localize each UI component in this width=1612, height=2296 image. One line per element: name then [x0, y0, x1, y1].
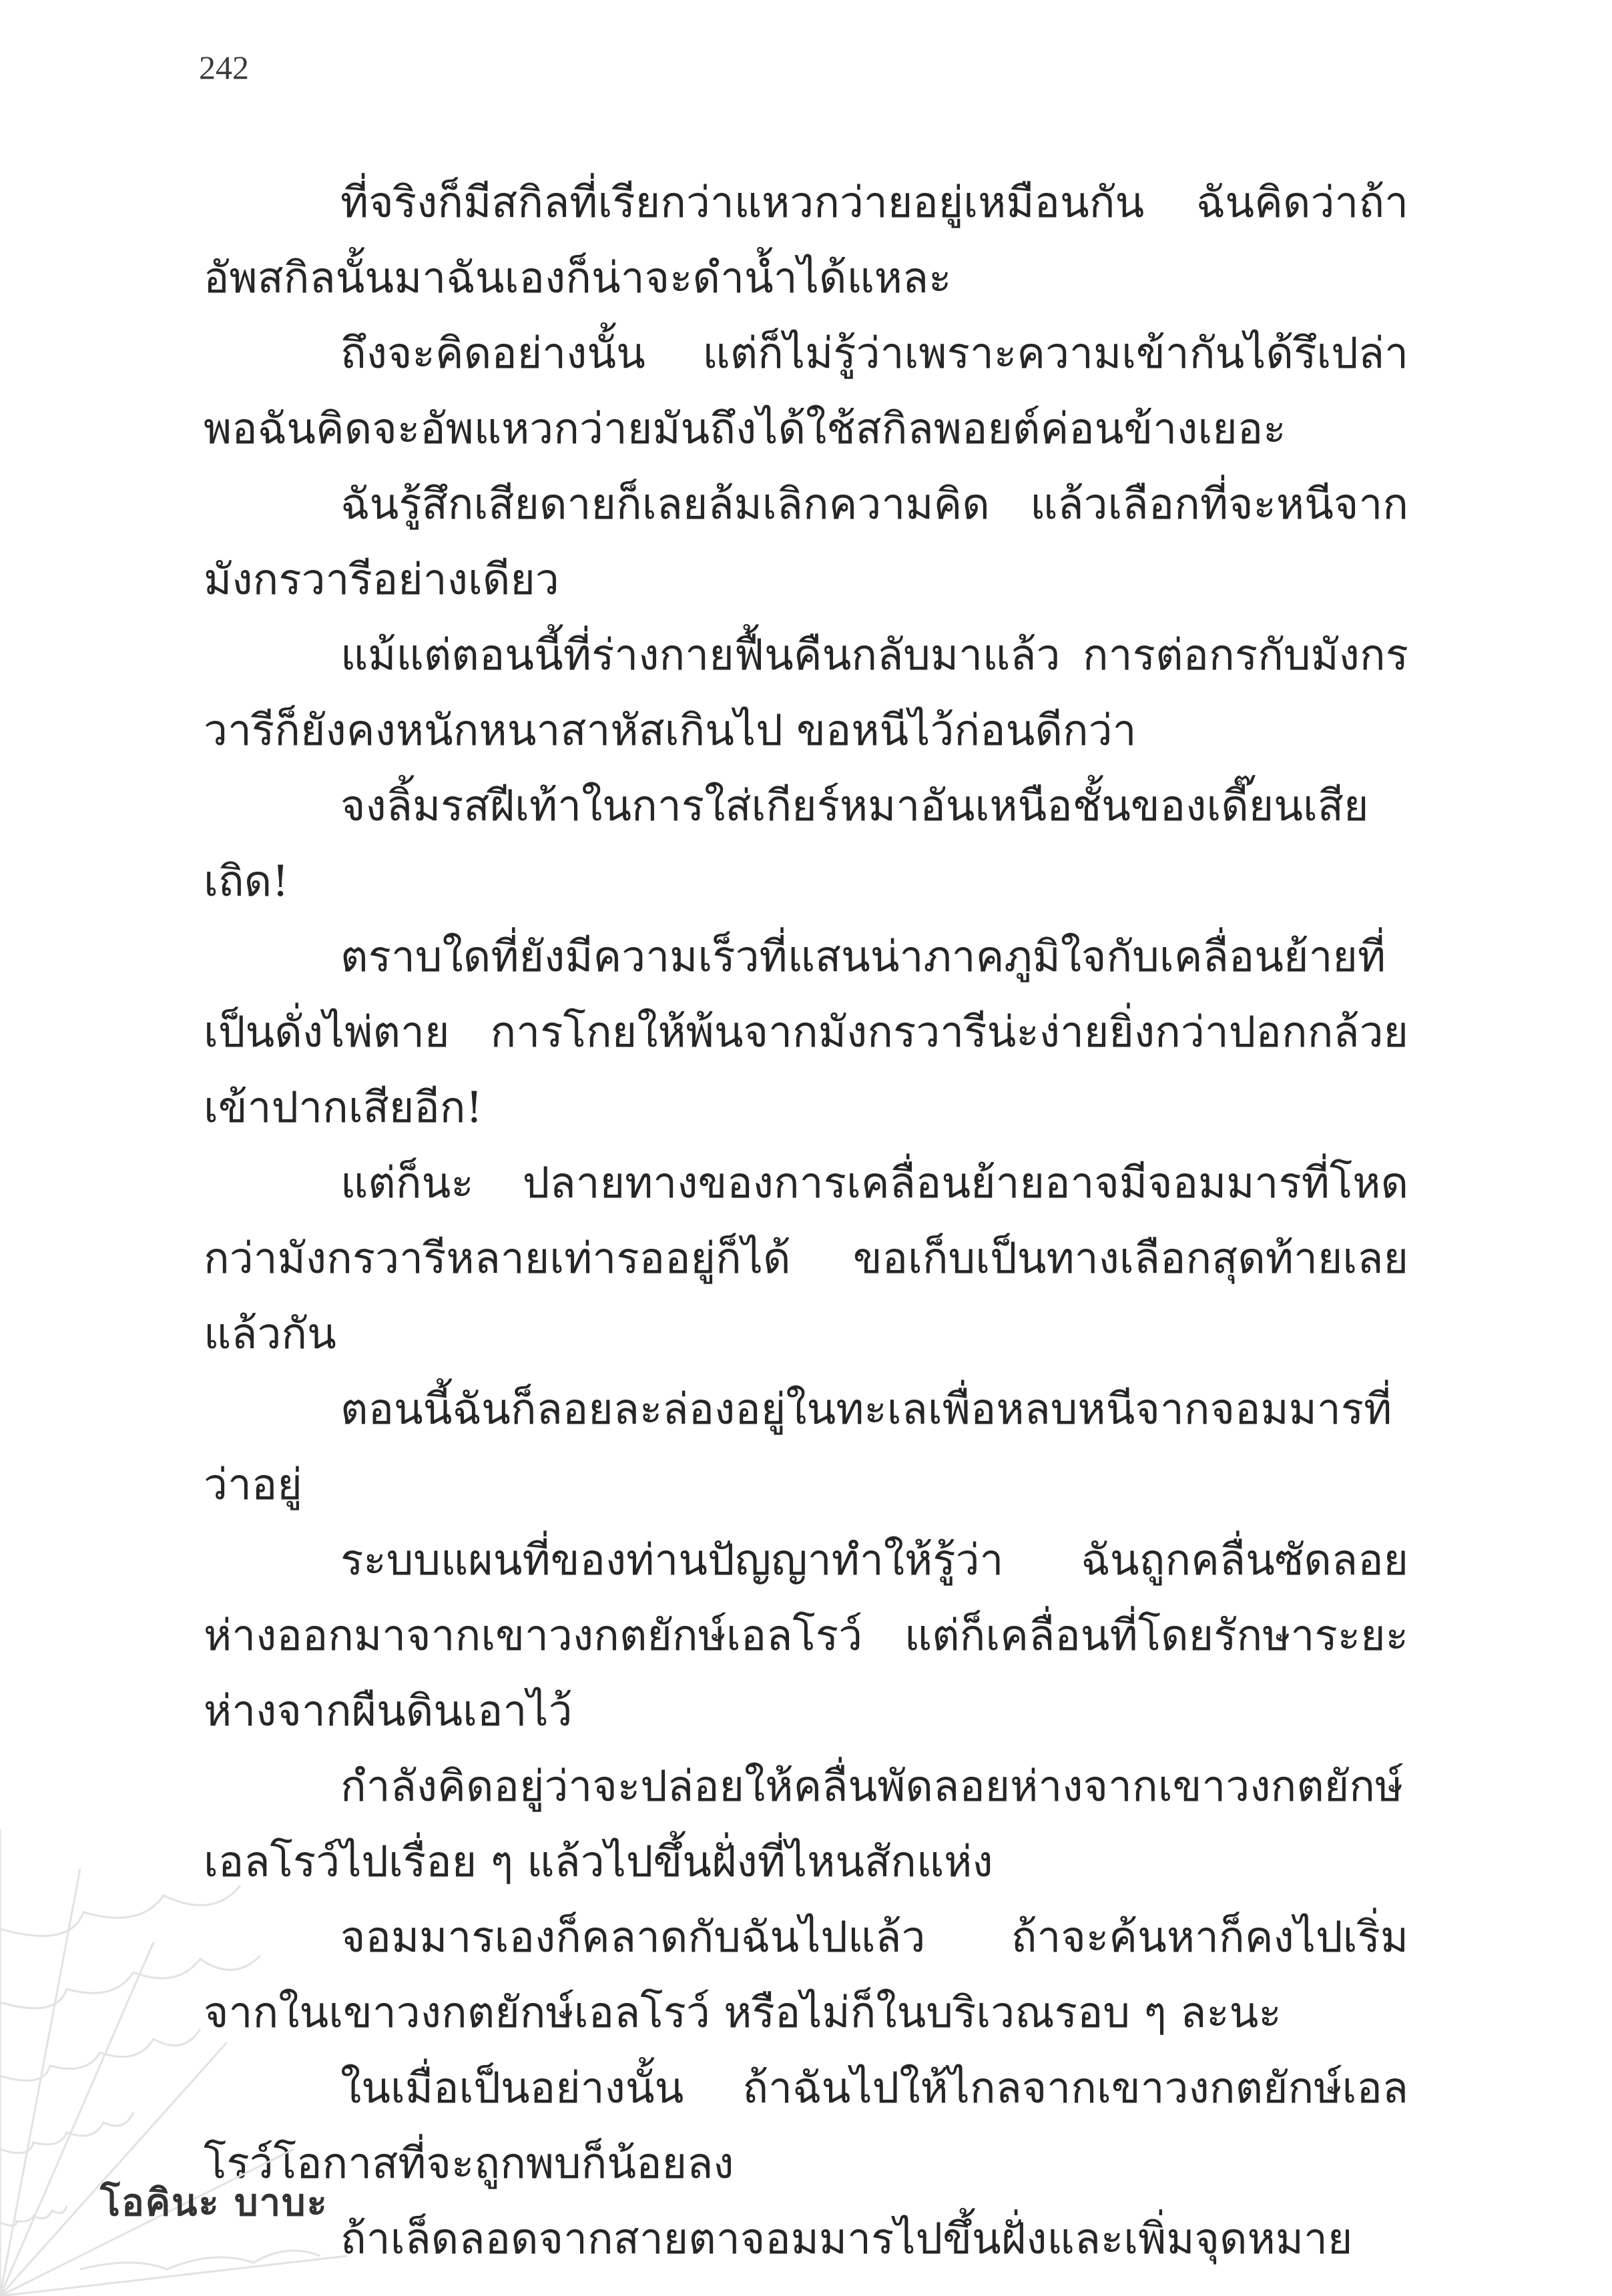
paragraph: ตราบใดที่ยังมีความเร็วที่แสนน่าภาคภูมิใจกับเคลื่อนย้ายที่เป็นดั่งไพ่ตาย การโกยให้พ้นจากมังกรวารีน่ะง่ายยิ่งกว่าปอกกล้วยเข้าปากเสียอีก!	[204, 932, 1408, 1133]
paragraph: จงลิ้มรสฝีเท้าในการใส่เกียร์หมาอันเหนือชั้นของเดี๊ยนเสียเถิด!	[204, 782, 1369, 906]
paragraph: แม้แต่ตอนนี้ที่ร่างกายฟื้นคืนกลับมาแล้ว การต่อกรกับมังกรวารีก็ยังคงหนักหนาสาหัสเกินไป ขอหนีไว้ก่อนดีกว่า	[204, 631, 1408, 756]
footer-author: โอคินะ บาบะ	[100, 2181, 328, 2225]
paragraph: แต่ก็นะ ปลายทางของการเคลื่อนย้ายอาจมีจอมมารที่โหดกว่ามังกรวารีหลายเท่ารออยู่ก็ได้ ขอเก็บเป็นทางเลือกสุดท้ายเลยแล้วกัน	[204, 1159, 1408, 1359]
page-number: 242	[199, 49, 249, 86]
body-text	[204, 166, 1408, 2277]
paragraph: ที่จริงก็มีสกิลที่เรียกว่าแหวกว่ายอยู่เหมือนกัน ฉันคิดว่าถ้าอัพสกิลนั้นมาฉันเองก็น่าจะดำน้ำได้แหละ	[204, 178, 1408, 303]
paragraph: ในเมื่อเป็นอย่างนั้น ถ้าฉันไปให้ไกลจากเขาวงกตยักษ์เอลโรว์โอกาสที่จะถูกพบก็น้อยลง	[204, 2064, 1408, 2189]
paragraph: ระบบแผนที่ของท่านปัญญาทำให้รู้ว่า ฉันถูกคลื่นซัดลอยห่างออกมาจากเขาวงกตยักษ์เอลโรว์ แต่ก็เคลื่อนที่โดยรักษาระยะห่างจากผืนดินเอาไว้	[204, 1536, 1408, 1736]
paragraph: จอมมารเองก็คลาดกับฉันไปแล้ว ถ้าจะค้นหาก็คงไปเริ่มจากในเขาวงกตยักษ์เอลโรว์ หรือไม่ก็ในบริเวณรอบ ๆ ละนะ	[204, 1913, 1408, 2038]
paragraph: ตอนนี้ฉันก็ลอยละล่องอยู่ในทะเลเพื่อหลบหนีจากจอมมารที่ว่าอยู่	[204, 1385, 1392, 1510]
paragraph: ถึงจะคิดอย่างนั้น แต่ก็ไม่รู้ว่าเพราะความเข้ากันได้รึเปล่า พอฉันคิดจะอัพแหวกว่ายมันถึงได้ใช้สกิลพอยต์ค่อนข้างเยอะ	[204, 329, 1408, 454]
paragraph: กำลังคิดอยู่ว่าจะปล่อยให้คลื่นพัดลอยห่างจากเขาวงกตยักษ์เอลโรว์ไปเรื่อย ๆ แล้วไปขึ้นฝั่งที่ไหนสักแห่ง	[204, 1762, 1404, 1887]
paragraph: ฉันรู้สึกเสียดายก็เลยล้มเลิกความคิด แล้วเลือกที่จะหนีจากมังกรวารีอย่างเดียว	[204, 480, 1408, 605]
paragraph: ถ้าเล็ดลอดจากสายตาจอมมารไปขึ้นฝั่งและเพิ่มจุดหมาย	[340, 2215, 1353, 2264]
